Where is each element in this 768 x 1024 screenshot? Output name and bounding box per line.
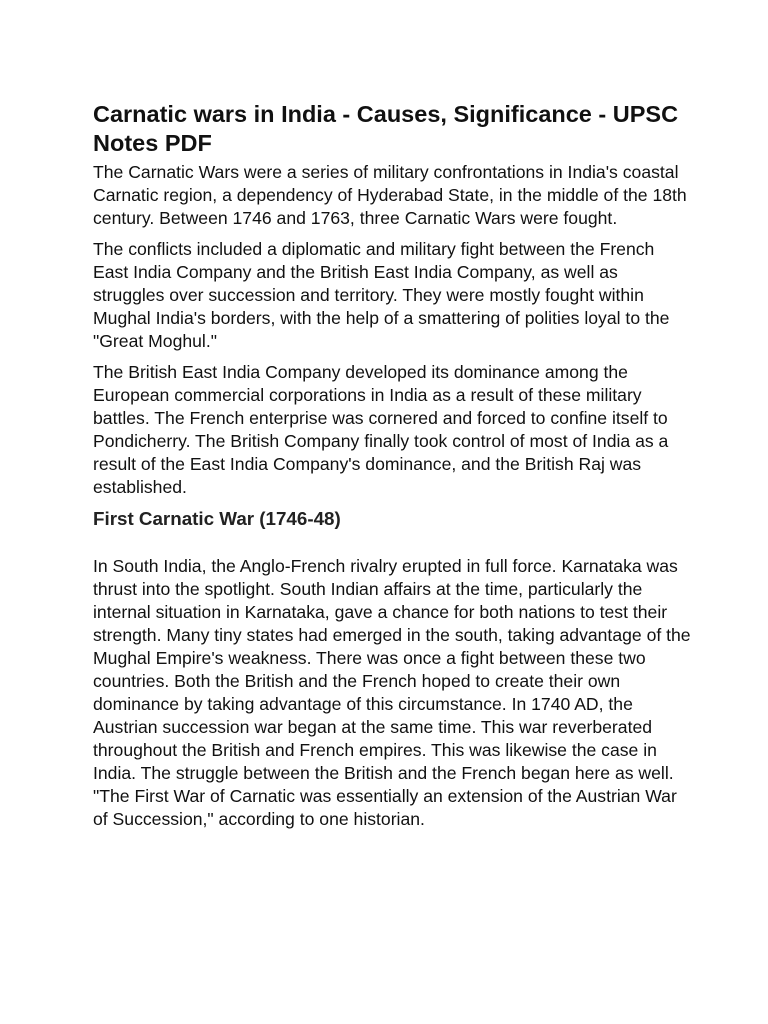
section-paragraph: In South India, the Anglo-French rivalry erupted in full force. Karnataka was thrust into the spotlight. South Indian affairs at the time, particularly the internal situation in Karnataka, gave a chance for both nations to test their strength. Many tiny states had emerged in the south, taking advantage of the Mughal Empire's weakness. There was once a fight between these two countries. Both the British and the French hoped to create their own dominance by taking advantage of this circumstance. In 1740 AD, the Austrian succession war began at the same time. This war reverberated throughout the British and French empires. This was likewise the case in India. The struggle between the British and the French began here as well. "The First War of Carnatic was essentially an extension of the Austrian War of Succession," according to one historian.: [93, 556, 691, 829]
intro-paragraph-3: The British East India Company developed its dominance among the European commercial corporations in India as a result of these military battles. The French enterprise was cornered and forced to confine itself to Pondicherry. The British Company finally took control of most of India as a result of the East India Company's dominance, and the British Raj was established.: [93, 362, 669, 497]
section-heading-first-carnatic-war: First Carnatic War (1746-48): [93, 508, 341, 529]
intro-paragraph-2: The conflicts included a diplomatic and military fight between the French East India Company and the British East India Company, as well as struggles over succession and territory. They were mostly fought within Mughal India's borders, with the help of a smattering of polities loyal to the "Great Moghul.": [93, 239, 670, 351]
intro-paragraph-1: The Carnatic Wars were a series of military confrontations in India's coastal Carnatic region, a dependency of Hyderabad State, in the middle of the 18th century. Between 1746 and 1763, three Carnatic Wars were fought.: [93, 162, 687, 228]
page-title: Carnatic wars in India - Causes, Significance - UPSC Notes PDF: [93, 101, 679, 156]
document-page: [93, 100, 693, 839]
